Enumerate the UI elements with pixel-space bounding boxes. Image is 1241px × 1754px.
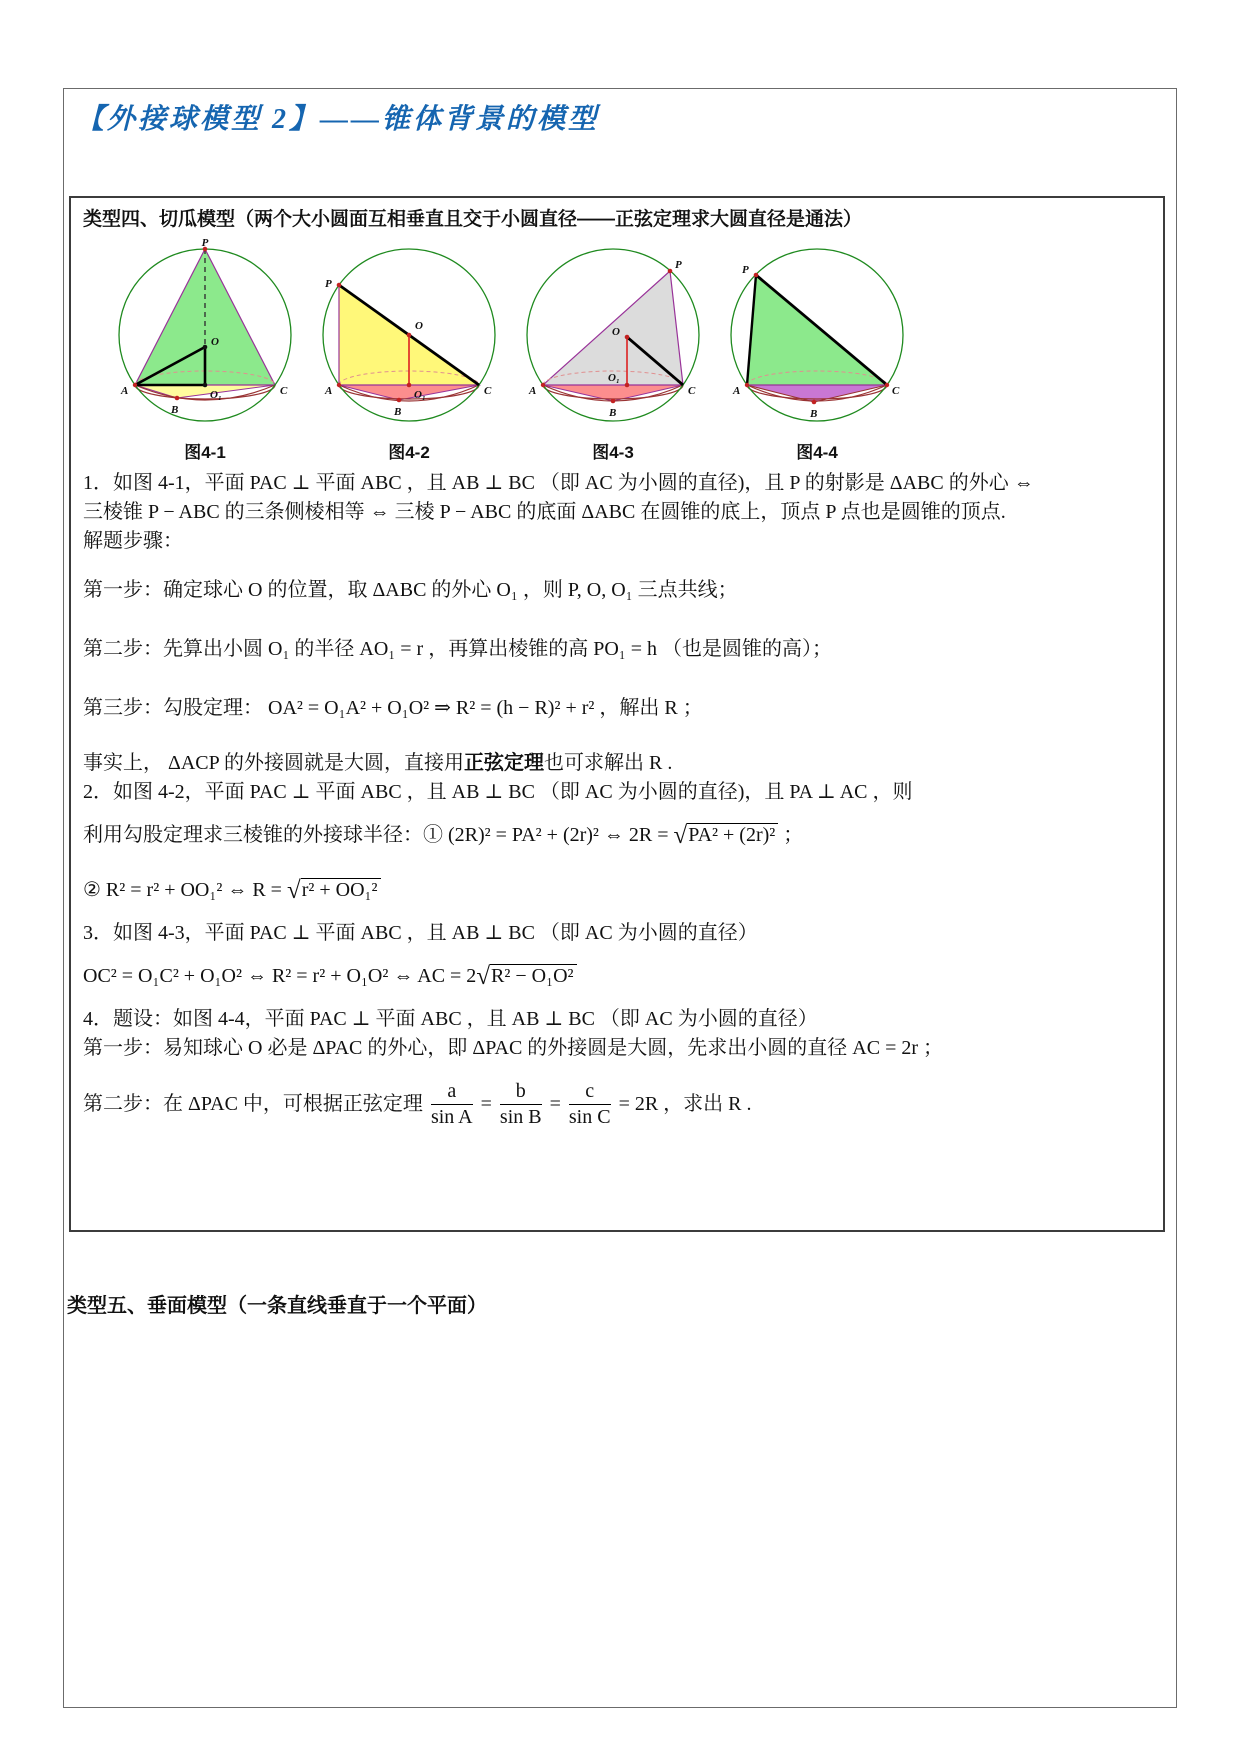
vertex-p-dot [668,269,673,274]
label-o: O [415,320,423,332]
fact-post: 也可求解出 R . [544,752,673,774]
item3-line1: 3．如图 4-3，平面 PAC ⊥ 平面 ABC ，且 AB ⊥ BC （即 AC 为小圆的直径） [83,922,758,944]
label-a: A [121,385,129,397]
figure-4-1-caption: 图4-1 [184,443,226,462]
figure-4-1 [105,237,305,463]
label-b: B [171,404,179,416]
item4-sine-tail: = 2R ，求出 R . [618,1092,752,1115]
item3-formula-radicand: R² − O₁O² [490,964,576,987]
frac-c-num: c [569,1080,611,1105]
sqrt-icon: √ [286,877,301,904]
item1-step3: 第三步：勾股定理： OA² = O₁A² + O₁O² ⇒ R² = (h − R)² + r² ，解出 R ； [83,697,703,719]
item3-formula [83,962,1151,991]
label-p: P [742,264,749,276]
figures-row [105,237,917,463]
figure-4-2-diagram [311,237,507,437]
label-c: C [280,385,288,397]
item4-line1: 4．题设：如图 4-4，平面 PAC ⊥ 平面 ABC ，且 AB ⊥ BC （即 AC 为小圆的直径） [83,1008,818,1030]
item1-line1: 1．如图 4-1，平面 PAC ⊥ 平面 ABC ，且 AB ⊥ BC （即 AC 为小圆的直径)，且 P 的射影是 ΔABC 的外心 ⇔ [83,472,1034,494]
figure-4-3-diagram [515,237,711,437]
item2-formula2-radicand: r² + OO₁² [301,878,381,901]
figure-4-1-diagram [107,237,303,437]
label-o: O [612,326,620,338]
vertex-b-dot [175,396,180,401]
label-b: B [609,407,617,419]
frac-b-num: b [500,1080,542,1105]
model-type4-box [69,196,1165,1232]
fraction-c-sinC [569,1080,611,1129]
page-frame [63,88,1177,1708]
fraction-b-sinB [500,1080,542,1129]
figure-4-2-caption: 图4-2 [388,443,430,462]
label-a: A [325,385,333,397]
item1-fact-line [83,749,1151,778]
frac-a-den: sin A [430,1105,473,1128]
type5-heading: 类型五、垂面模型（一条直线垂直于一个平面） [67,1295,487,1317]
item2-formula2 [83,876,1151,905]
label-o: O [211,336,219,348]
label-a: A [529,385,537,397]
frac-b-den: sin B [499,1105,542,1128]
item3-formula-pre: OC² = O₁C² + O₁O² ⇔ R² = r² + O₁O² ⇔ AC = 2 [83,965,477,987]
fact-pre: 事实上， ΔACP 的外接圆就是大圆，直接用 [83,752,465,774]
vertex-p-dot [754,273,759,278]
sqrt-icon: √ [673,822,688,849]
label-o1: O₁ [608,372,620,384]
item1-line2: 三棱锥 P − ABC 的三条侧棱相等 ⇔ 三棱 P − ABC 的底面 ΔABC 在圆锥的底上，顶点 P 点也是圆锥的顶点. [83,501,1006,523]
item2-formula2-pre: ② R² = r² + OO₁² ⇔ R = [83,879,287,901]
center-o-dot [625,335,630,340]
label-a: A [733,385,741,397]
figure-4-4-diagram [719,237,915,437]
box-heading: 类型四、切瓜模型（两个大小圆面互相垂直且交于小圆直径——正弦定理求大圆直径是通法） [83,209,863,230]
equals-sign: = [480,1092,492,1115]
fact-bold-term: 正弦定理 [464,752,545,774]
vertex-p-dot [337,283,342,288]
label-o1: O₁ [210,389,222,401]
item4-sine-line [83,1067,1151,1141]
vertex-c-dot [885,383,889,387]
item4-sine-pre: 第二步：在 ΔPAC 中，可根据正弦定理 [83,1092,423,1115]
vertex-a-dot [337,383,341,387]
page-title: 【外接球模型 2】——锥体背景的模型 [76,104,600,135]
figure-4-3-caption: 图4-3 [592,443,634,462]
fraction-a-sinA [431,1080,473,1129]
item4-line2: 第一步：易知球心 O 必是 ΔPAC 的外心，即 ΔPAC 的外接圆是大圆，先求出小圆的直径 AC = 2r ； [83,1037,944,1059]
label-c: C [688,385,696,397]
label-c: C [484,385,492,397]
center-o-dot [203,345,208,350]
figure-4-4 [717,237,917,463]
vertex-a-dot [541,383,545,387]
figure-4-2 [309,237,509,463]
frac-a-num: a [431,1080,473,1105]
item2-formula1-radicand: PA² + (2r)² [687,823,778,846]
item1-step1: 第一步：确定球心 O 的位置，取 ΔABC 的外心 O₁ ，则 P, O, O₁ 三点共线； [83,579,738,601]
figure-4-4-caption: 图4-4 [796,443,838,462]
figure-4-3 [513,237,713,463]
label-o1: O₁ [414,389,426,401]
label-p: P [675,259,682,271]
vertex-a-dot [133,383,137,387]
vertex-b-dot [611,399,616,404]
item2-line1: 2．如图 4-2，平面 PAC ⊥ 平面 ABC ，且 AB ⊥ BC （即 AC 为小圆的直径)，且 PA ⊥ AC ，则 [83,781,913,803]
label-b: B [810,408,818,420]
frac-c-den: sin C [568,1105,611,1128]
item2-formula1-post: ； [778,824,804,846]
item1-steps-label: 解题步骤： [83,530,183,552]
center-o1-dot [203,383,208,388]
label-p: P [201,237,209,249]
center-o1-dot [625,383,630,388]
vertex-b-dot [397,398,402,403]
item2-formula1 [83,821,1151,850]
item1-step2: 第二步：先算出小圆 O₁ 的半径 AO₁ = r ，再算出棱锥的高 PO₁ = h （也是圆锥的高）； [83,638,833,660]
label-p: P [325,278,332,290]
item2-formula1-pre: 利用勾股定理求三棱锥的外接球半径：① (2R)² = PA² + (2r)² ⇔ 2R = [83,824,674,846]
label-b: B [394,406,402,418]
sqrt-icon: √ [476,963,491,990]
vertex-b-dot [812,400,817,405]
center-o-dot [407,333,412,338]
label-c: C [892,385,900,397]
center-o1-dot [407,383,412,388]
equals-sign: = [549,1092,561,1115]
vertex-a-dot [745,383,749,387]
